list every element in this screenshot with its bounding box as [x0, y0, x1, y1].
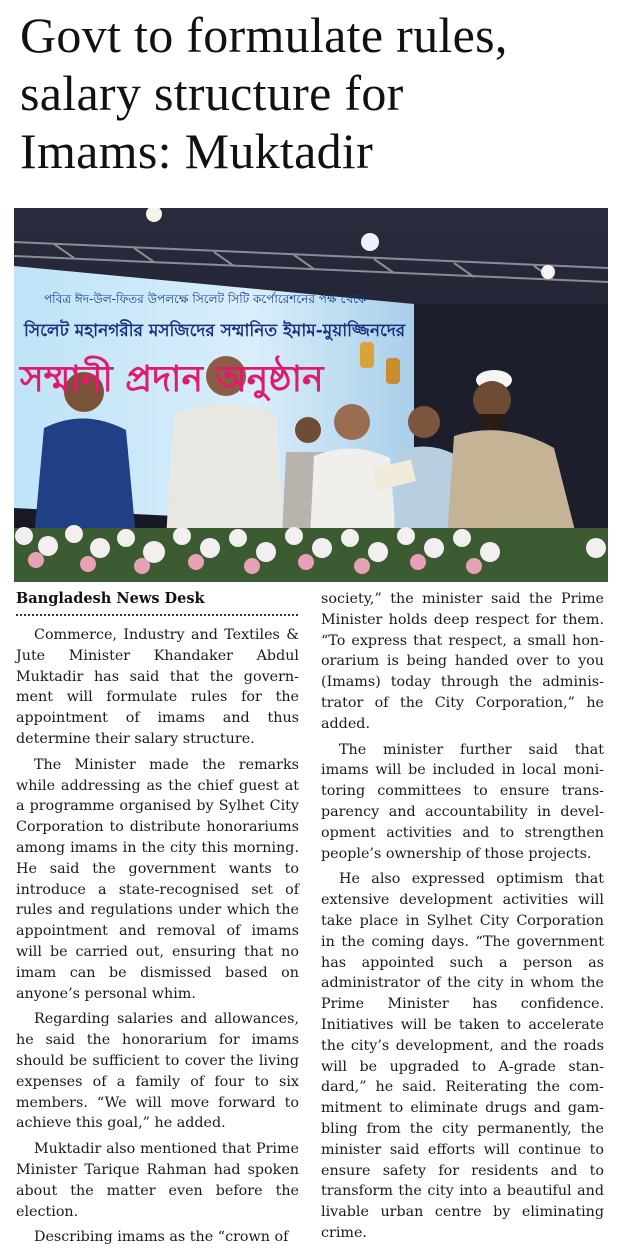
- article-column-left: [16, 625, 299, 1253]
- article-paragraph-continuation: society,” the minister said the Prime Minister holds deep respect for them. “To express that respect, a small honorarium is being handed over to you (Imams) today through the administrator of the City Corporation,” he added.: [321, 591, 604, 732]
- flower-arrangement: [14, 525, 608, 582]
- headline-line: salary structure for: [20, 65, 404, 121]
- article-paragraph: Describing imams as the “crown of: [34, 1229, 289, 1246]
- article-paragraph: Regarding salaries and allowances, he said the honorarium for imams should be sufficient to cover the living expenses of a family of four to six members. “We will move forward to achieve this goal,” he added.: [16, 1011, 299, 1132]
- article-column-right: [321, 589, 604, 1249]
- article-paragraph: He also expressed optimism that extensive development activities will take place in Sylhet City Corporation in the coming days. “The government has appointed such a person as administrator of the city in whom the Prime Minister has confidence. Initiatives will be taken to accelerate the city’s development, and the roads will be upgraded to A-grade standard,” he said. Reiterating the commitment to eliminate drugs and gambling from the city permanently, the minister said efforts will continue to ensure safety for residents and to transform the city into a beautiful and livable urban centre by eliminating crime.: [321, 871, 604, 1241]
- banner-text-line1: পবিত্র ঈদ-উল-ফিতর উপলক্ষে সিলেট সিটি কর্পোরেশনের পক্ষ থেকে: [44, 292, 367, 306]
- headline-line: Imams: Muktadir: [20, 123, 374, 179]
- headline: [20, 6, 610, 180]
- banner-text-line3: সম্মানী প্রদান অনুষ্ঠান: [20, 359, 324, 400]
- byline-divider: [16, 614, 298, 616]
- article-photo: [14, 208, 608, 582]
- article-paragraph: Commerce, Industry and Textiles & Jute Minister Khandaker Abdul Muktadir has said that the government will formulate rules for the appointment of imams and thus determine their salary structure.: [16, 627, 299, 747]
- byline: Bangladesh News Desk: [16, 590, 205, 607]
- article-paragraph: Muktadir also mentioned that Prime Minister Tarique Rahman had spoken about the matter even before the election.: [16, 1141, 299, 1220]
- article-paragraph: The minister further said that imams will be included in local monitoring committees to ensure transparency and accountability in development activities and to strengthen people’s ownership of those projects.: [321, 741, 604, 862]
- article-paragraph: The Minister made the remarks while addressing as the chief guest at a programme organised by Sylhet City Corporation to distribute honorariums among imams in the city this morning. He said the government wants to introduce a state-recognised set of rules and regulations under which the appointment and removal of imams will be carried out, ensuring that no imam can be dismissed based on anyone’s personal whim.: [16, 756, 299, 1002]
- banner-text-line2: সিলেট মহানগরীর মসজিদের সম্মানিত ইমাম-মুয়াজ্জিনদের: [24, 321, 406, 341]
- headline-line: Govt to formulate rules,: [20, 7, 508, 63]
